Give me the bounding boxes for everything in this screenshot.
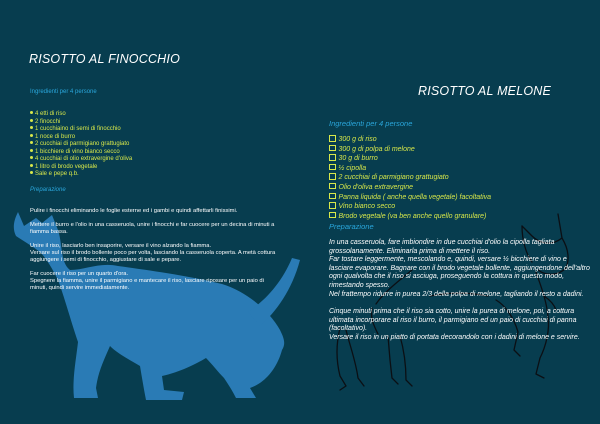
preparation-step: Mettere il burro e l'olio in una casseruola, unire i finocchi e far cuocere per un decina di minuti a fiamma bassa.: [30, 222, 275, 235]
preparation-heading: Preparazione: [30, 187, 66, 193]
list-item: 1 cucchiaino di semi di finocchio: [30, 126, 132, 134]
list-item: 1 litro di brodo vegetale: [30, 164, 132, 172]
checkbox-icon: [329, 154, 336, 161]
checkbox-icon: [329, 202, 336, 209]
right-page: [300, 0, 600, 424]
preparation-step: Spegnere la fiamma, unire il parmigiano e mantecare il riso, lasciare riposare per un paio di minuti, quindi servire immediatamente.: [30, 278, 264, 291]
checkbox-icon: [329, 212, 336, 219]
ingredients-list: [329, 135, 491, 221]
preparation-step: Far tostare leggermente, mescolando e, quindi, versare ½ bicchiere di vino e lasciare evaporare. Bagnare con il brodo vegetale bollente, aggiungendone dell'altro ogni qualvolta che il riso si asciuga, proseguendo la cottura in questo modo, rimestando spesso.: [329, 256, 590, 289]
list-item: 2 cucchiai di parmigiano grattugiato: [329, 173, 491, 183]
preparation-heading: Preparazione: [329, 222, 374, 231]
ingredients-heading: Ingredienti per 4 persone: [30, 89, 97, 95]
preparation-step: Unire il riso, lasciarlo ben insaporire, versare il vino alzando la fiamma.: [30, 243, 212, 249]
list-item: 300 g di polpa di melone: [329, 145, 491, 155]
ingredients-list: [30, 111, 132, 179]
list-item: Olio d'oliva extravergine: [329, 183, 491, 193]
checkbox-icon: [329, 183, 336, 190]
list-item: 1 noce di burro: [30, 134, 132, 142]
preparation-step: In una casseruola, fare imbiondire in due cucchiai d'olio la cipolla tagliata grossolanamente. Eliminarla prima di mettere il riso.: [329, 239, 555, 255]
checkbox-icon: [329, 164, 336, 171]
list-item: 1 bicchiere di vino bianco secco: [30, 149, 132, 157]
checkbox-icon: [329, 193, 336, 200]
list-item: 4 cucchiai di olio extravergine d'oliva: [30, 156, 132, 164]
list-item: 2 cucchiai di parmigiano grattugiato: [30, 141, 132, 149]
preparation-step: Nel frattempo ridurre in purea 2/3 della polpa di melone, tagliando il resto a dadini.: [329, 291, 584, 298]
ingredients-heading: Ingredienti per 4 persone: [329, 119, 413, 128]
checkbox-icon: [329, 135, 336, 142]
preparation-step: Versare sul riso il brodo bollente poco per volta, lasciando la casseruola coperta. A metà cottura aggiungere i semi di finocchio, aggiustare di sale e pepare.: [30, 250, 276, 263]
list-item: Panna liquida ( anche quella vegetale) facoltativa: [329, 193, 491, 203]
preparation-step: Cinque minuti prima che il riso sia cotto, unire la purea di melone, poi, a cottura ultimata incorporare al riso il burro, il parmigiano ed un paio di cucchiai di panna (facoltativo).: [329, 308, 577, 333]
list-item: ½ cipolla: [329, 164, 491, 174]
list-item: Sale e pepe q.b.: [30, 171, 132, 179]
list-item: 4 etti di riso: [30, 111, 132, 119]
list-item: 300 g di riso: [329, 135, 491, 145]
preparation-step: Pulire i finocchi eliminando le foglie esterne ed i gambi e quindi affettarli finissimi.: [30, 208, 238, 214]
list-item: Vino bianco secco: [329, 202, 491, 212]
preparation-step: Versare il riso in un piatto di portata decorandolo con i dadini di melone e servire.: [329, 334, 580, 341]
page-title: RISOTTO AL MELONE: [418, 84, 552, 98]
page-title: RISOTTO AL FINOCCHIO: [29, 52, 181, 66]
list-item: 2 finocchi: [30, 119, 132, 127]
checkbox-icon: [329, 173, 336, 180]
preparation-step: Far cuocere il riso per un quarto d'ora.: [30, 271, 129, 277]
list-item: 30 g di burro: [329, 154, 491, 164]
checkbox-icon: [329, 145, 336, 152]
list-item: Brodo vegetale (va ben anche quello granulare): [329, 212, 491, 222]
